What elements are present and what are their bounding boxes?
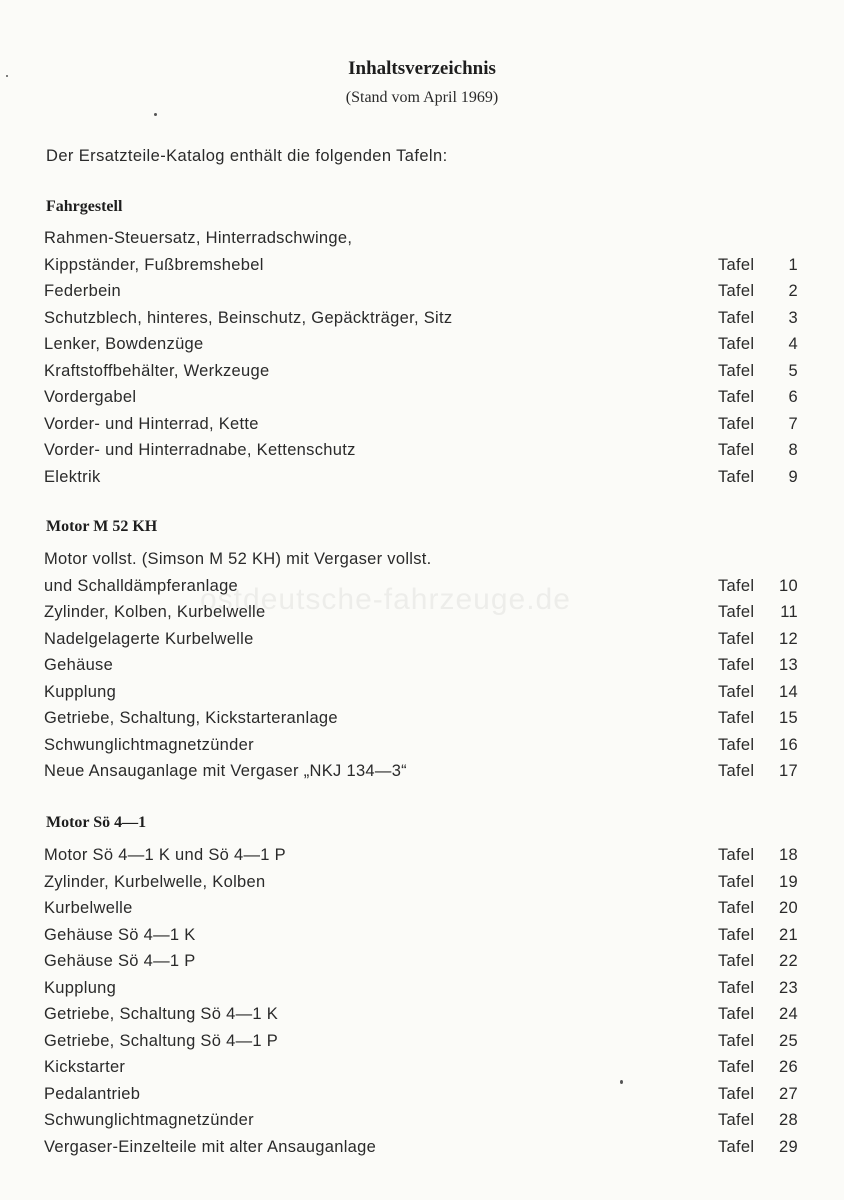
toc-entry-title: Gehäuse Sö 4—1 P <box>44 952 196 970</box>
toc-entry-tafel-label: Tafel <box>718 361 755 380</box>
toc-entry-tafel-number: 14 <box>779 682 798 701</box>
toc-entry-tafel-label: Tafel <box>718 414 755 433</box>
toc-entry-tafel-number: 9 <box>788 467 798 486</box>
toc-entry-tafel-number: 2 <box>788 282 798 300</box>
toc-entry-tafel-label: Tafel <box>718 735 755 754</box>
toc-entry-title: Rahmen-Steuersatz, Hinterradschwinge, <box>44 229 353 247</box>
toc-entry-tafel-label: Tafel <box>718 1111 755 1129</box>
intro-text: Der Ersatzteile-Katalog enthält die folgenden Tafeln: <box>46 147 448 165</box>
toc-entry-tafel-label: Tafel <box>718 255 755 274</box>
toc-entry-tafel-number: 5 <box>788 361 798 380</box>
toc-entry-title: und Schalldämpferanlage <box>44 576 239 595</box>
toc-entry-title: Gehäuse <box>44 656 114 674</box>
toc-entry-tafel-number: 20 <box>779 899 798 917</box>
toc-entry-tafel-number: 25 <box>779 1031 798 1050</box>
toc-entry-tafel-number: 26 <box>779 1058 798 1076</box>
toc-entry-tafel-number: 16 <box>779 735 798 754</box>
toc-entry-title: Vorder- und Hinterrad, Kette <box>44 414 259 433</box>
paper-speck <box>620 1080 623 1084</box>
toc-entry-tafel-label: Tafel <box>718 899 755 917</box>
section-heading: Motor M 52 KH <box>46 518 158 535</box>
toc-entry-title: Motor vollst. (Simson M 52 KH) mit Vergaser vollst. <box>44 550 432 568</box>
toc-entry-tafel-number: 23 <box>779 978 798 997</box>
toc-entry <box>44 680 804 704</box>
toc-entry <box>44 547 804 571</box>
toc-entry-tafel-number: 1 <box>788 255 798 274</box>
toc-entry-tafel-label: Tafel <box>718 682 755 701</box>
toc-entry-title: Getriebe, Schaltung Sö 4—1 P <box>44 1031 279 1050</box>
toc-entry-tafel-label: Tafel <box>718 762 755 780</box>
toc-entry <box>44 1055 804 1079</box>
toc-entry <box>44 1108 804 1132</box>
toc-entry-tafel-number: 12 <box>779 629 798 648</box>
toc-entry-title: Getriebe, Schaltung, Kickstarteranlage <box>44 709 338 727</box>
toc-entry-tafel-label: Tafel <box>718 872 755 891</box>
toc-entry-title: Kupplung <box>44 978 117 997</box>
toc-entry <box>44 438 804 462</box>
toc-entry <box>44 870 804 894</box>
section-heading: Motor Sö 4—1 <box>46 814 147 831</box>
toc-entry-title: Schutzblech, hinteres, Beinschutz, Gepäckträger, Sitz <box>44 308 453 327</box>
toc-entry <box>44 1029 804 1053</box>
toc-entry-tafel-number: 22 <box>779 952 798 970</box>
toc-entry-title: Federbein <box>44 282 121 300</box>
toc-entry-tafel-label: Tafel <box>718 1137 755 1156</box>
toc-entry-tafel-number: 13 <box>779 656 798 674</box>
toc-entry <box>44 279 804 303</box>
toc-entry-title: Kurbelwelle <box>44 899 133 917</box>
toc-entry-tafel-label: Tafel <box>718 308 755 327</box>
toc-entry-tafel-number: 27 <box>779 1084 798 1103</box>
toc-entry-tafel-label: Tafel <box>718 603 755 621</box>
toc-entry-tafel-label: Tafel <box>718 978 755 997</box>
toc-entry-tafel-label: Tafel <box>718 1005 755 1023</box>
toc-entry-tafel-label: Tafel <box>718 925 755 944</box>
toc-entry <box>44 412 804 436</box>
toc-entry <box>44 923 804 947</box>
toc-entry-tafel-label: Tafel <box>718 1031 755 1050</box>
toc-entry-title: Zylinder, Kolben, Kurbelwelle <box>44 603 266 621</box>
toc-entry-title: Vergaser-Einzelteile mit alter Ansauganlage <box>44 1137 377 1156</box>
toc-entry-tafel-label: Tafel <box>718 656 755 674</box>
toc-entry-title: Kupplung <box>44 682 117 701</box>
toc-entry-tafel-number: 21 <box>779 925 798 944</box>
toc-entry-title: Lenker, Bowdenzüge <box>44 335 204 353</box>
toc-entry <box>44 574 804 598</box>
watermark: ostdeutsche-fahrzeuge.de <box>200 583 571 616</box>
toc-entry-title: Vorder- und Hinterradnabe, Kettenschutz <box>44 441 356 459</box>
toc-entry-title: Zylinder, Kurbelwelle, Kolben <box>44 872 266 891</box>
toc-entry-title: Pedalantrieb <box>44 1084 141 1103</box>
page-subtitle: (Stand vom April 1969) <box>345 89 499 106</box>
toc-entry-tafel-label: Tafel <box>718 576 755 595</box>
toc-entry <box>44 385 804 409</box>
toc-entry-tafel-label: Tafel <box>718 282 755 300</box>
toc-entry-title: Getriebe, Schaltung Sö 4—1 K <box>44 1005 279 1023</box>
toc-entry <box>44 759 804 783</box>
toc-entry <box>44 976 804 1000</box>
toc-entry-title: Schwunglichtmagnetzünder <box>44 1111 254 1129</box>
toc-entry-tafel-label: Tafel <box>718 467 755 486</box>
section-heading: Fahrgestell <box>46 198 123 215</box>
toc-entry <box>44 253 804 277</box>
toc-entry <box>44 896 804 920</box>
toc-entry-title: Nadelgelagerte Kurbelwelle <box>44 629 254 648</box>
toc-entry-title: Schwunglichtmagnetzünder <box>44 735 254 754</box>
toc-entry-tafel-label: Tafel <box>718 952 755 970</box>
toc-entry <box>44 226 804 250</box>
toc-entry-tafel-label: Tafel <box>718 1058 755 1076</box>
toc-entry-tafel-label: Tafel <box>718 441 755 459</box>
paper-speck <box>6 75 8 77</box>
toc-entry-tafel-number: 7 <box>788 414 798 433</box>
toc-entry-tafel-number: 28 <box>779 1111 798 1129</box>
toc-entry <box>44 949 804 973</box>
toc-entry-tafel-number: 17 <box>779 762 798 780</box>
toc-entry-tafel-number: 6 <box>788 388 798 406</box>
toc-entry-tafel-label: Tafel <box>718 709 755 727</box>
toc-entry-tafel-number: 11 <box>780 603 798 621</box>
toc-entry <box>44 465 804 489</box>
toc-entry <box>44 1135 804 1159</box>
toc-entry-title: Gehäuse Sö 4—1 K <box>44 925 196 944</box>
toc-entry-tafel-number: 29 <box>779 1137 798 1156</box>
toc-entry <box>44 733 804 757</box>
toc-entry-tafel-number: 8 <box>788 441 798 459</box>
toc-entry-tafel-label: Tafel <box>718 846 755 864</box>
toc-entry-title: Kickstarter <box>44 1058 126 1076</box>
toc-entry <box>44 600 804 624</box>
toc-entry-tafel-number: 10 <box>779 576 798 595</box>
toc-entry <box>44 627 804 651</box>
toc-entry-tafel-label: Tafel <box>718 388 755 406</box>
toc-entry <box>44 843 804 867</box>
toc-entry <box>44 1002 804 1026</box>
toc-entry <box>44 306 804 330</box>
toc-entry-title: Neue Ansauganlage mit Vergaser „NKJ 134—3“ <box>44 762 407 780</box>
toc-entry <box>44 706 804 730</box>
toc-entry-tafel-number: 18 <box>779 846 798 864</box>
toc-entry <box>44 1082 804 1106</box>
toc-entry-title: Kippständer, Fußbremshebel <box>44 255 264 274</box>
toc-entry <box>44 332 804 356</box>
toc-entry <box>44 653 804 677</box>
paper-speck <box>154 113 157 116</box>
toc-entry-title: Vordergabel <box>44 388 137 406</box>
toc-entry-tafel-number: 4 <box>788 335 798 353</box>
toc-entry <box>44 359 804 383</box>
toc-entry-tafel-number: 24 <box>779 1005 798 1023</box>
toc-entry-tafel-label: Tafel <box>718 335 755 353</box>
page-title: Inhaltsverzeichnis <box>348 58 496 79</box>
toc-entry-tafel-number: 19 <box>779 872 798 891</box>
toc-entry-tafel-label: Tafel <box>718 1084 755 1103</box>
toc-entry-title: Kraftstoffbehälter, Werkzeuge <box>44 361 270 380</box>
toc-entry-tafel-label: Tafel <box>718 629 755 648</box>
toc-entry-title: Elektrik <box>44 467 101 486</box>
toc-entry-title: Motor Sö 4—1 K und Sö 4—1 P <box>44 846 286 864</box>
toc-entry-tafel-number: 3 <box>788 308 798 327</box>
toc-entry-tafel-number: 15 <box>779 709 798 727</box>
